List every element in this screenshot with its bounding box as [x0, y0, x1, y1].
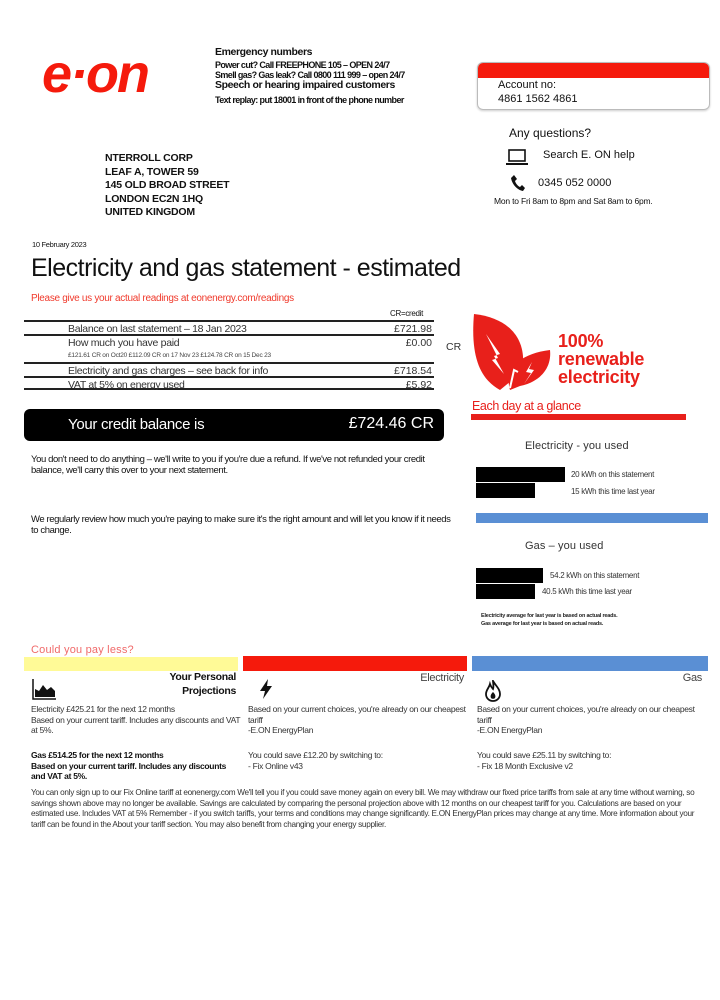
glance-divider — [471, 414, 686, 420]
gas-current-tariff — [477, 704, 697, 736]
usage-divider — [476, 513, 708, 523]
lightning-icon — [258, 678, 274, 700]
savings-line: You could save £12.20 by switching to: — [248, 750, 383, 760]
projections-band — [24, 657, 238, 671]
table-row — [24, 334, 434, 362]
gas-savings — [477, 750, 697, 771]
legal-text: You can only sign up to our Fix Online tariff at eonenergy.com We'll tell you if you could save money again on every bill. We may withdraw our fixed price tariffs from sale at any time without warning, so savings shown above may no longer be available. Savings are calculated by comparing the personal projection above with 12 months on our cheapest tariff for you. Calculations are based on your estimated use. Includes VAT at 5% Remember - if you switch tariffs, your terms and conditions may change significantly. E.ON EnergyPlan prices may change at any time. More information about your tariff can be found in the About your tariff section. You may also benefit from changing your energy supplier. — [31, 788, 695, 829]
help-title: Any questions? — [509, 126, 592, 140]
customer-address — [105, 152, 229, 220]
text-relay-line: Text replay: put 18001 in front of the phone number — [215, 95, 404, 105]
address-line: LONDON EC2N 1HQ — [105, 192, 203, 205]
chart-icon — [31, 677, 57, 701]
eon-logo-icon — [40, 46, 205, 102]
tariff-name: -E.ON EnergyPlan — [248, 725, 314, 735]
laptop-icon — [505, 148, 529, 168]
gas-leak-line: Smell gas? Gas leak? Call 0800 111 999 – open 24/7 — [215, 70, 405, 80]
account-box — [477, 62, 710, 110]
speech-line: Speech or hearing impaired customers — [215, 79, 395, 91]
projection-desc: Based on your current tariff. Includes any discounts and VAT at 5%. — [31, 760, 227, 781]
help-phone[interactable] — [510, 174, 611, 192]
electricity-last-year-label: 15 kWh this time last year — [571, 487, 655, 496]
address-line: NTERROLL CORP — [105, 152, 193, 164]
phone-icon — [510, 174, 526, 192]
statement-date: 10 February 2023 — [32, 240, 87, 249]
emergency-numbers — [215, 46, 465, 105]
leaf-lightning-icon — [470, 310, 560, 390]
electricity-this-statement-label: 20 kWh on this statement — [571, 470, 655, 479]
row-label: How much you have paid — [68, 337, 180, 349]
alt-tariff: - Fix Online v43 — [248, 760, 303, 771]
account-label: Account no: — [498, 79, 557, 91]
svg-text:e·on: e·on — [42, 46, 148, 102]
gas-last-year-bar — [476, 584, 535, 599]
electricity-this-statement-bar — [476, 467, 565, 482]
search-help-link[interactable] — [505, 148, 635, 168]
power-cut-line: Power cut? Call FREEPHONE 105 – OPEN 24/7 — [215, 60, 390, 70]
page-title: Electricity and gas statement - estimated — [31, 254, 461, 282]
emergency-title: Emergency numbers — [215, 46, 313, 58]
table-row — [24, 362, 434, 376]
projection-line: Electricity £425.21 for the next 12 months — [31, 704, 175, 714]
balance-table — [24, 320, 434, 390]
table-row — [24, 376, 434, 390]
renewable-badge — [470, 310, 690, 400]
projections-title-line: Your Personal — [169, 671, 236, 683]
credit-label: Your credit balance is — [68, 416, 205, 433]
projections-title — [120, 670, 236, 698]
help-phone-number: 0345 052 0000 — [538, 177, 612, 189]
gas-this-statement-bar — [476, 568, 543, 583]
gas-usage-title: Gas – you used — [525, 540, 604, 552]
footnote-line: Gas average for last year is based on actual reads. — [481, 621, 604, 627]
electricity-last-year-bar — [476, 483, 535, 498]
row-label: Electricity and gas charges – see back for info — [68, 365, 269, 377]
help-hours: Mon to Fri 8am to 8pm and Sat 8am to 6pm. — [494, 196, 653, 206]
flame-icon — [484, 680, 502, 702]
address-line: 145 OLD BROAD STREET — [105, 179, 230, 191]
tariff-current: Based on your current choices, you're already on our cheapest tariff — [248, 704, 466, 725]
electricity-projection — [31, 704, 241, 736]
table-row — [24, 320, 434, 334]
footnote-line: Electricity average for last year is based on actual reads. — [481, 613, 618, 619]
tariff-current: Based on your current choices, you're already on our cheapest tariff — [477, 704, 695, 725]
credit-balance-banner — [24, 409, 444, 441]
renewable-line: electricity — [558, 367, 640, 387]
row-value: £718.54 — [394, 365, 432, 377]
row-value: £0.00 — [405, 337, 432, 349]
renewable-line: 100% — [558, 331, 604, 351]
alt-tariff: - Fix 18 Month Exclusive v2 — [477, 760, 573, 771]
review-note: We regularly review how much you're paying to make sure it's the right amount and will let you know if it needs to change. — [31, 514, 451, 536]
row-value: £721.98 — [394, 323, 432, 335]
electricity-savings — [248, 750, 468, 771]
gas-last-year-label: 40.5 kWh this time last year — [542, 587, 632, 596]
row-label: Balance on last statement – 18 Jan 2023 — [68, 323, 247, 335]
projection-desc: Based on your current tariff. Includes any discounts and VAT at 5%. — [31, 714, 241, 735]
savings-line: You could save £25.11 by switching to: — [477, 750, 612, 760]
eon-logo — [40, 46, 205, 102]
account-bar — [478, 63, 709, 78]
glance-title: Each day at a glance — [472, 399, 581, 413]
row-value: £5.92 — [405, 379, 432, 391]
address-line: LEAF A, TOWER 59 — [105, 165, 199, 178]
row-label: VAT at 5% on energy used — [68, 379, 185, 391]
cr-note: CR=credit — [390, 309, 424, 318]
electricity-current-tariff — [248, 704, 468, 736]
tariff-name: -E.ON EnergyPlan — [477, 725, 543, 735]
renewable-text — [558, 332, 644, 386]
electricity-usage-title: Electricity - you used — [525, 440, 629, 452]
payments-detail: £121.61 CR on Oct20 £112.09 CR on 17 Nov 23 £124.78 CR on 15 Dec 23 — [68, 352, 271, 359]
projections-title-line: Projections — [182, 685, 236, 697]
gas-this-statement-label: 54.2 kWh on this statement — [550, 571, 640, 580]
gas-projection — [31, 750, 241, 782]
electricity-column-title: Electricity — [420, 672, 464, 684]
electricity-band — [243, 656, 467, 671]
credit-value: £724.46 CR — [348, 415, 434, 432]
address-line: UNITED KINGDOM — [105, 206, 195, 218]
gas-band — [472, 656, 708, 671]
gas-column-title: Gas — [682, 672, 702, 684]
account-number: 4861 1562 4861 — [498, 93, 578, 105]
cr-tag: CR — [446, 341, 462, 353]
payless-heading: Could you pay less? — [31, 644, 134, 656]
renewable-line: renewable — [558, 349, 645, 369]
refund-note: You don't need to do anything – we'll write to you if you're due a refund. If we've not refunded your credit balance, we'll carry this over to your next statement. — [31, 454, 425, 476]
projection-line: Gas £514.25 for the next 12 months — [31, 750, 164, 760]
usage-footnote — [481, 612, 617, 628]
search-help-label: Search E. ON help — [543, 149, 635, 161]
readings-link[interactable]: Please give us your actual readings at eonenergy.com/readings — [31, 293, 294, 304]
